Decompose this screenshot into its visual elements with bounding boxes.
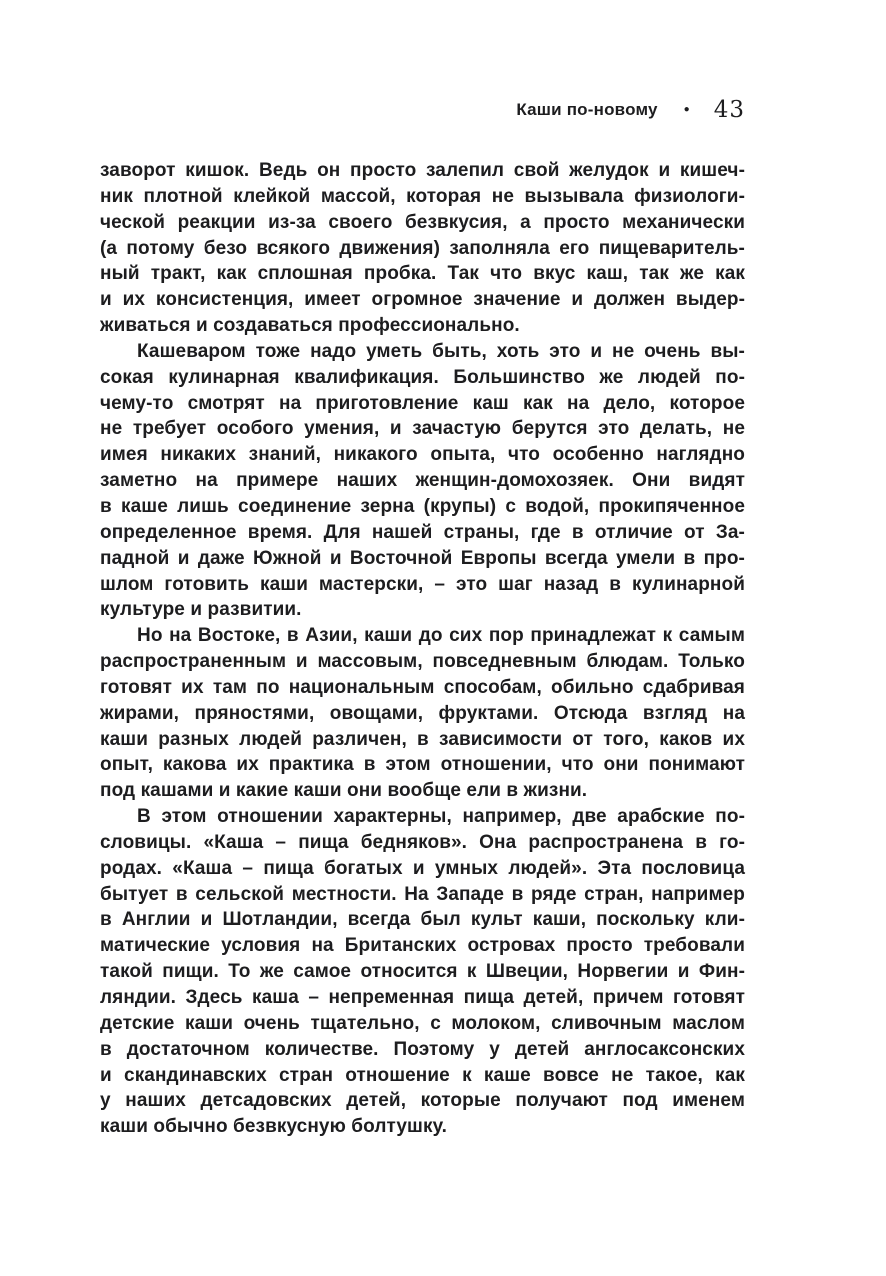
paragraph <box>100 804 745 1140</box>
text-line: заворот кишок. Ведь он просто залепил свой желудок и кишеч- <box>100 160 745 181</box>
text-line: живаться и создаваться профессионально. <box>100 315 520 337</box>
text-line: Кашеваром тоже надо уметь быть, хоть это и не очень вы- <box>137 340 745 362</box>
running-header <box>100 97 745 123</box>
text-line: в достаточном количестве. Поэтому у детей англосаксонских <box>100 1038 745 1060</box>
text-line: Но на Востоке, в Азии, каши до сих пор принадлежат к самым <box>137 625 745 647</box>
text-line: чему-то смотрят на приготовление каш как на дело, которое <box>100 392 745 414</box>
text-line: опыт, какова их практика в этом отношении, что они понимают <box>100 754 745 776</box>
text-line: в каше лишь соединение зерна (крупы) с водой, прокипяченное <box>100 495 745 517</box>
text-line: бытует в сельской местности. На Западе в ряде стран, например <box>100 883 745 905</box>
paragraph <box>100 158 745 339</box>
text-line: под кашами и какие каши они вообще ели в жизни. <box>100 780 588 802</box>
text-line: в Англии и Шотландии, всегда был культ каши, поскольку кли- <box>100 909 745 931</box>
text-line: ческой реакции из-за своего безвкусия, а просто механически <box>100 211 745 233</box>
text-line: культуре и развитии. <box>100 599 302 621</box>
text-line: В этом отношении характерны, например, две арабские по- <box>137 806 745 828</box>
text-line: заметно на примере наших женщин-домохозяек. Они видят <box>100 470 745 492</box>
paragraph <box>100 623 745 804</box>
text-line: детские каши очень тщательно, с молоком, сливочным маслом <box>100 1012 745 1034</box>
text-line: сокая кулинарная квалификация. Большинство же людей по- <box>100 366 745 388</box>
text-line: (а потому безо всякого движения) заполняла его пищеваритель- <box>100 237 745 259</box>
page-number: 43 <box>713 97 745 123</box>
text-line: шлом готовить каши мастерски, – это шаг назад в кулинарной <box>100 573 745 595</box>
bullet-icon: ● <box>683 104 690 115</box>
text-line: имея никаких знаний, никакого опыта, что особенно наглядно <box>100 444 745 466</box>
paragraph <box>100 339 745 623</box>
text-line: не требует особого умения, и зачастую берутся это делать, не <box>100 418 745 440</box>
text-line: ник плотной клейкой массой, которая не вызывала физиологи- <box>100 185 745 207</box>
text-line: распространенным и массовым, повседневным блюдам. Только <box>100 651 745 673</box>
text-line: жирами, пряностями, овощами, фруктами. Отсюда взгляд на <box>100 702 745 724</box>
text-line: родах. «Каша – пища богатых и умных людей». Эта пословица <box>100 857 745 879</box>
text-line: определенное время. Для нашей страны, где в отличие от За- <box>100 521 745 543</box>
running-title: Каши по-новому <box>516 100 658 119</box>
text-line: ный тракт, как сплошная пробка. Так что вкус каш, так же как <box>100 263 745 285</box>
text-line: и их консистенция, имеет огромное значение и должен выдер- <box>100 289 745 311</box>
text-line: такой пищи. То же самое относится к Швеции, Норвегии и Фин- <box>100 961 745 983</box>
text-line: и скандинавских стран отношение к каше вовсе не такое, как <box>100 1064 745 1086</box>
text-line: ляндии. Здесь каша – непременная пища детей, причем готовят <box>100 987 745 1008</box>
text-block <box>100 158 745 1140</box>
text-line: готовят их там по национальным способам, обильно сдабривая <box>100 676 745 698</box>
text-line: каши разных людей различен, в зависимости от того, каков их <box>100 728 745 750</box>
text-line: матические условия на Британских островах просто требовали <box>100 935 745 957</box>
text-line: падной и даже Южной и Восточной Европы всегда умели в про- <box>100 547 745 569</box>
text-line: словицы. «Каша – пища бедняков». Она распространена в го- <box>100 831 745 853</box>
text-line: каши обычно безвкусную болтушку. <box>100 1116 447 1138</box>
text-line: у наших детсадовских детей, которые получают под именем <box>100 1090 745 1112</box>
